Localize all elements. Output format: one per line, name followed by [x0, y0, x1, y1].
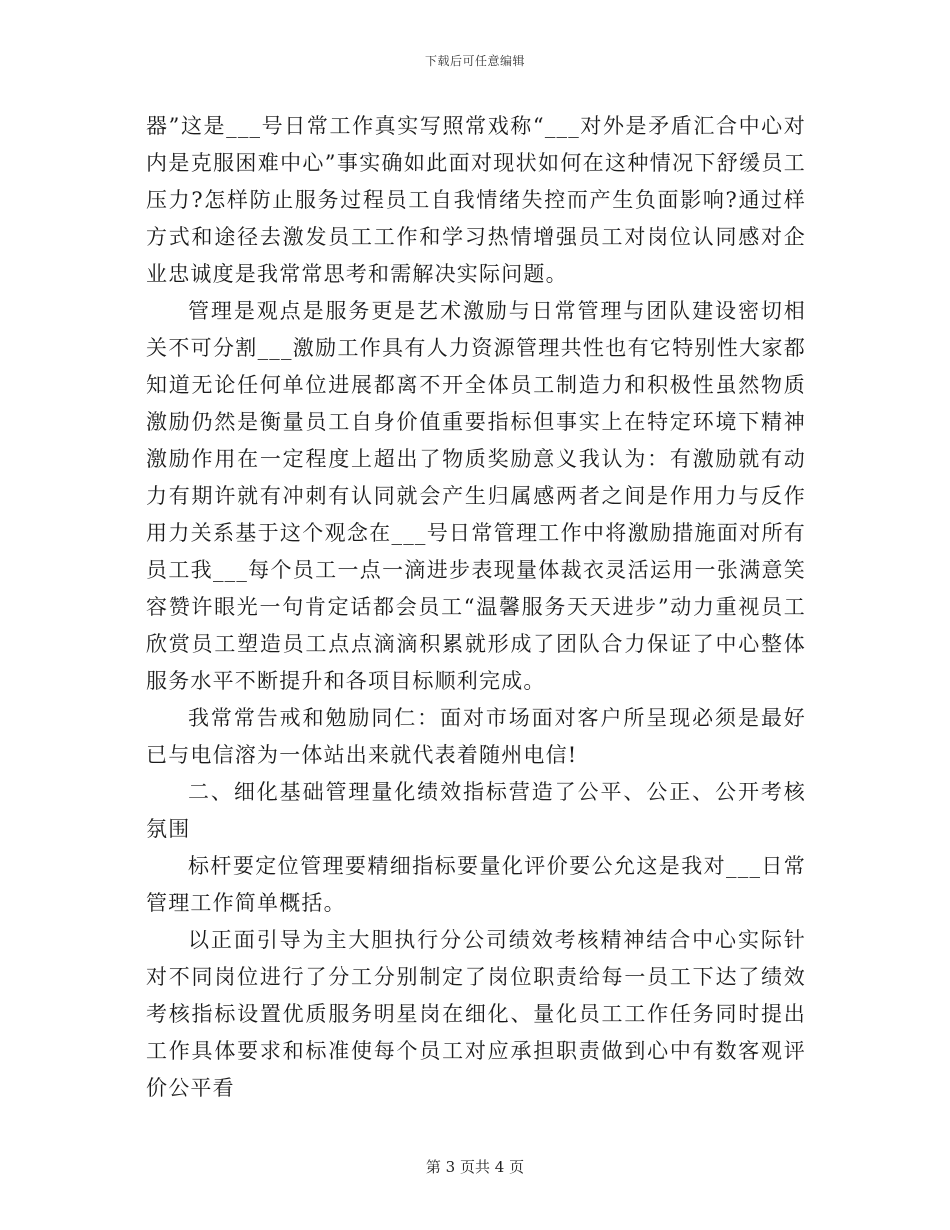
body-paragraph-3: 我常常告戒和勉励同仁：面对市场面对客户所呈现必须是最好已与电信溶为一体站出来就代表着随州电信! [146, 706, 806, 767]
page-header: 下载后可任意编辑 [424, 54, 525, 68]
body-paragraph-4: 标杆要定位管理要精细指标要量化评价要公允这是我对___日常管理工作简单概括。 [146, 854, 806, 915]
document-body [146, 108, 806, 1107]
page-number: 第 3 页共 4 页 [425, 1158, 525, 1176]
body-paragraph-2: 管理是观点是服务更是艺术激励与日常管理与团队建设密切相关不可分割___激励工作具有人力资源管理共性也有它特别性大家都知道无论任何单位进展都离不开全体员工制造力和积极性虽然物质激励仍然是衡量员工自身价值重要指标但事实上在特定环境下精神激励作用在一定程度上超出了物质奖励意义我认为：有激励就有动力有期许就有冲刺有认同就会产生归属感两者之间是作用力与反作用力关系基于这个观念在___号日常管理工作中将激励措施面对所有员工我___每个员工一点一滴进步表现量体裁衣灵活运用一张满意笑容赞许眼光一句肯定话都会员工“温馨服务天天进步”动力重视员工欣赏员工塑造员工点点滴滴积累就形成了团队合力保证了中心整体服务水平不断提升和各项目标顺利完成。 [146, 299, 806, 693]
body-paragraph-1: 器”这是___号日常工作真实写照常戏称“___对外是矛盾汇合中心对内是克服困难中心”事实确如此面对现状如何在这种情况下舒缓员工压力?怎样防止服务过程员工自我情绪失控而产生负面影响?通过样方式和途径去激发员工工作和学习热情增强员工对岗位认同感对企业忠诚度是我常常思考和需解决实际问题。 [146, 114, 806, 286]
body-paragraph-5: 以正面引导为主大胆执行分公司绩效考核精神结合中心实际针对不同岗位进行了分工分别制定了岗位职责给每一员工下达了绩效考核指标设置优质服务明星岗在细化、量化员工工作任务同时提出工作具体要求和标准使每个员工对应承担职责做到心中有数客观评价公平看 [146, 928, 806, 1100]
section-heading: 二、细化基础管理量化绩效指标营造了公平、公正、公开考核氛围 [146, 780, 806, 841]
